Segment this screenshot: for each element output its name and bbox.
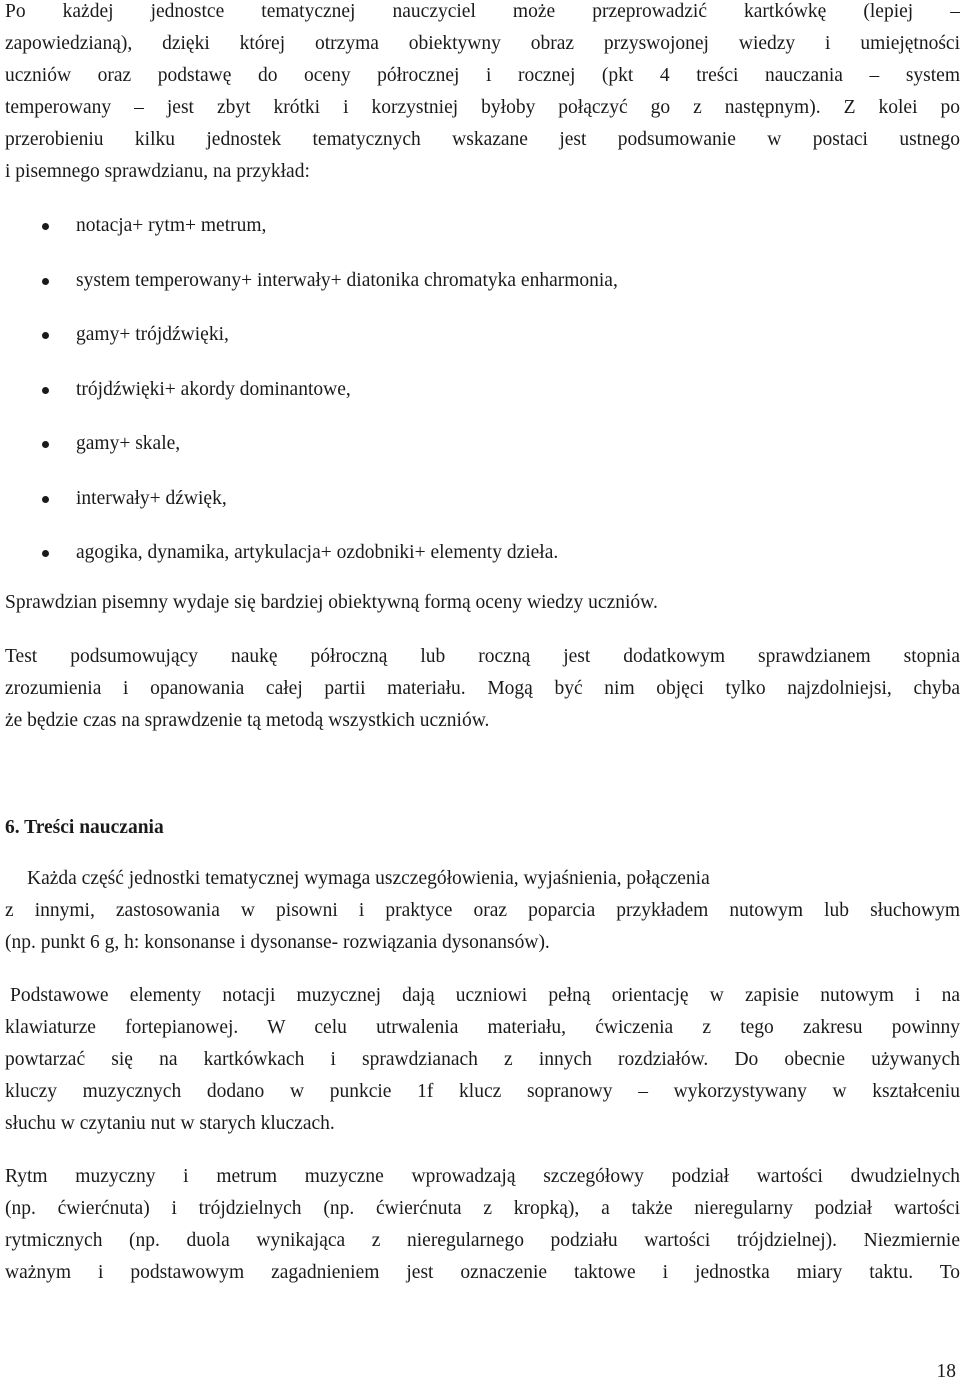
- text-line: przerobieniu kilku jednostek tematycznych wskazane jest podsumowanie w postaci ustnego: [5, 129, 960, 150]
- list-item: [5, 427, 618, 482]
- paragraph-notacja: [5, 980, 960, 1140]
- text-line: Podstawowe elementy notacji muzycznej dają uczniowi pełną orientację w zapisie nutowym i na: [10, 985, 960, 1006]
- paragraph-kartkowka: [5, 0, 960, 188]
- text-line: Po każdej jednostce tematycznej nauczyciel może przeprowadzić kartkówkę (lepiej –: [5, 1, 960, 22]
- sprawdzian-topics-list: [5, 209, 618, 591]
- text-line: Rytm muzyczny i metrum muzyczne wprowadzają szczegółowy podział wartości dwudzielnych: [5, 1166, 960, 1187]
- text-line: klawiaturze fortepianowej. W celu utrwalenia materiału, ćwiczenia z tego zakresu powinny: [5, 1017, 960, 1038]
- text-line: zrozumienia i opanowania całej partii materiału. Mogą być nim objęci tylko najzdolniejsi, chyba: [5, 678, 960, 699]
- list-item: [5, 264, 618, 319]
- text-line: zapowiedzianą), dzięki której otrzyma obiektywny obraz przyswojonej wiedzy i umiejętności: [5, 33, 960, 54]
- bullet-icon: [42, 441, 49, 448]
- list-item: [5, 373, 618, 428]
- section-heading: 6. Treści nauczania: [5, 817, 164, 838]
- bullet-icon: [42, 387, 49, 394]
- text-line: ważnym i podstawowym zagadnieniem jest oznaczenie taktowe i jednostka miary taktu. To: [5, 1262, 960, 1283]
- page-number: 18: [936, 1361, 956, 1382]
- paragraph-sprawdzian: Sprawdzian pisemny wydaje się bardziej obiektywną formą oceny wiedzy uczniów.: [5, 592, 658, 613]
- text-line: słuchu w czytaniu nut w starych kluczach.: [5, 1113, 335, 1134]
- list-item-text: gamy+ skale,: [76, 433, 181, 454]
- list-item: [5, 318, 618, 373]
- bullet-icon: [42, 550, 49, 557]
- text-line: że będzie czas na sprawdzenie tą metodą wszystkich uczniów.: [5, 710, 490, 731]
- text-line: Test podsumowujący naukę półroczną lub roczną jest dodatkowym sprawdzianem stopnia: [5, 646, 960, 667]
- list-item-text: notacja+ rytm+ metrum,: [76, 215, 267, 236]
- list-item-text: gamy+ trójdźwięki,: [76, 324, 229, 345]
- list-item-text: agogika, dynamika, artykulacja+ ozdobniki+ elementy dzieła.: [76, 542, 559, 563]
- paragraph-rytm: [5, 1161, 960, 1289]
- text-line: (np. ćwierćnuta) i trójdzielnych (np. ćwierćnuta z kropką), a także nieregularny podział wartości: [5, 1198, 960, 1219]
- text-line: z innymi, zastosowania w pisowni i praktyce oraz poparcia przykładem nutowym lub słuchowym: [5, 900, 960, 921]
- bullet-icon: [42, 278, 49, 285]
- list-item: [5, 209, 618, 264]
- bullet-icon: [42, 223, 49, 230]
- text-line: i pisemnego sprawdzianu, na przykład:: [5, 161, 310, 182]
- list-item: [5, 536, 618, 591]
- bullet-icon: [42, 332, 49, 339]
- text-line: uczniów oraz podstawę do oceny półrocznej i rocznej (pkt 4 treści nauczania – system: [5, 65, 960, 86]
- text-line: rytmicznych (np. duola wynikająca z nieregularnego podziału wartości trójdzielnej). Niezmiernie: [5, 1230, 960, 1251]
- text-line: kluczy muzycznych dodano w punkcie 1f klucz sopranowy – wykorzystywany w kształceniu: [5, 1081, 960, 1102]
- list-item-text: system temperowany+ interwały+ diatonika chromatyka enharmonia,: [76, 269, 618, 291]
- text-line: powtarzać się na kartkówkach i sprawdzianach z innych rozdziałów. Do obecnie używanych: [5, 1049, 960, 1070]
- text-line: Każda część jednostki tematycznej wymaga uszczegółowienia, wyjaśnienia, połączenia: [27, 868, 710, 889]
- bullet-icon: [42, 496, 49, 503]
- text-line: (np. punkt 6 g, h: konsonanse i dysonanse- rozwiązania dysonansów).: [5, 932, 550, 953]
- paragraph-test: [5, 641, 960, 737]
- list-item-text: interwały+ dźwięk,: [76, 487, 227, 509]
- list-item: [5, 482, 618, 537]
- text-line: temperowany – jest zbyt krótki i korzystniej byłoby połączyć go z następnym). Z kolei po: [5, 97, 960, 118]
- list-item-text: trójdźwięki+ akordy dominantowe,: [76, 378, 351, 400]
- paragraph-jednostka: [5, 863, 960, 959]
